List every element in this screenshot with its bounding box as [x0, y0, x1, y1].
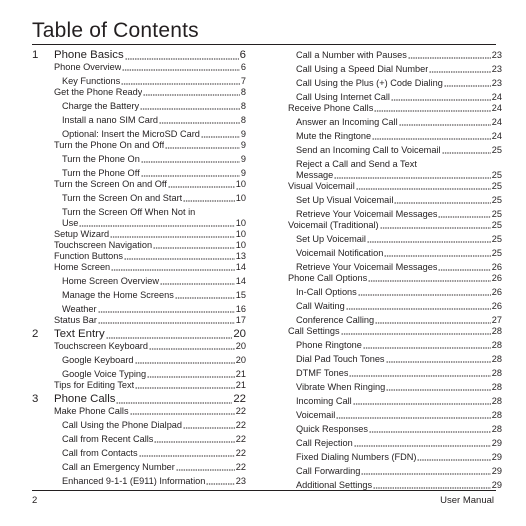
- toc-entry-title: Touchscreen Navigation: [54, 240, 153, 250]
- toc-section-entry[interactable]: [288, 273, 502, 284]
- toc-subsection-entry[interactable]: [32, 445, 246, 459]
- toc-leader-dots: [98, 304, 235, 313]
- toc-leader-dots: [336, 410, 490, 419]
- toc-leader-dots: [367, 234, 491, 243]
- toc-leader-dots: [341, 326, 491, 335]
- toc-page-number: 26: [491, 287, 502, 297]
- toc-page-number: 22: [233, 393, 246, 405]
- toc-page-number: 26: [491, 301, 502, 311]
- toc-leader-dots: [349, 368, 490, 377]
- toc-leader-dots: [368, 273, 491, 282]
- toc-page-number: 25: [491, 145, 502, 155]
- toc-subsection-entry[interactable]: [288, 89, 502, 103]
- toc-leader-dots: [399, 117, 491, 126]
- toc-entry-title: Conference Calling: [296, 315, 375, 325]
- toc-leader-dots: [175, 290, 235, 299]
- toc-entry-title: Call from Contacts: [62, 448, 138, 458]
- toc-subsection-entry[interactable]: [288, 114, 502, 128]
- toc-subsection-entry[interactable]: [32, 431, 246, 445]
- toc-entry-title: Status Bar: [54, 315, 97, 325]
- toc-page-number: 29: [491, 466, 502, 476]
- toc-entry-title: Key Functions: [62, 76, 121, 86]
- toc-leader-dots: [147, 369, 235, 378]
- toc-page-number: 24: [491, 131, 502, 141]
- toc-page-number: 15: [235, 290, 246, 300]
- toc-subsection-entry[interactable]: [288, 463, 502, 477]
- toc-page-number: 22: [235, 448, 246, 458]
- toc-entry-title: Manage the Home Screens: [62, 290, 174, 300]
- toc-section-entry[interactable]: [32, 406, 246, 417]
- toc-entry-title: Phone Basics: [54, 49, 124, 61]
- toc-subsection-entry[interactable]: [288, 192, 502, 206]
- toc-page-number: 20: [235, 341, 246, 351]
- toc-section-entry[interactable]: [32, 251, 246, 262]
- toc-leader-dots: [384, 248, 490, 257]
- toc-leader-dots: [417, 452, 490, 461]
- toc-leader-dots: [358, 287, 491, 296]
- toc-page-number: 6: [240, 62, 246, 72]
- toc-subsection-entry[interactable]: [288, 435, 502, 449]
- toc-page-number: 25: [491, 234, 502, 244]
- toc-leader-dots: [374, 103, 490, 112]
- toc-chapter-number: 2: [32, 328, 39, 340]
- toc-page-number: 28: [491, 382, 502, 392]
- toc-entry-title: Enhanced 9-1-1 (E911) Information: [62, 476, 206, 486]
- footer-page-number: 2: [32, 495, 38, 506]
- toc-page-number: 6: [239, 49, 246, 61]
- toc-leader-dots: [183, 193, 235, 202]
- toc-entry-wrapped-text: [62, 207, 246, 229]
- toc-subsection-entry[interactable]: [288, 128, 502, 142]
- toc-page-number: 26: [491, 273, 502, 283]
- title-rule: [32, 44, 496, 45]
- toc-leader-dots: [408, 50, 491, 59]
- toc-page-number: 23: [491, 78, 502, 88]
- toc-subsection-entry[interactable]: [288, 61, 502, 75]
- toc-page-number: 28: [491, 354, 502, 364]
- toc-subsection-entry[interactable]: [32, 126, 246, 140]
- toc-section-entry[interactable]: [288, 103, 502, 114]
- toc-page-number: 24: [491, 117, 502, 127]
- toc-chapter-entry[interactable]: [32, 328, 246, 341]
- toc-section-entry[interactable]: [32, 140, 246, 151]
- toc-leader-dots: [386, 354, 491, 363]
- toc-entry-title: Fixed Dialing Numbers (FDN): [296, 452, 417, 462]
- toc-section-entry[interactable]: [288, 326, 502, 337]
- toc-page-number: 29: [491, 480, 502, 490]
- toc-section-entry[interactable]: [32, 341, 246, 352]
- toc-leader-dots: [159, 115, 240, 124]
- toc-page-number: 8: [240, 87, 246, 97]
- toc-page-number: 13: [235, 251, 246, 261]
- toc-page-number: 10: [235, 193, 246, 203]
- toc-entry-second-line: [62, 218, 246, 229]
- toc-leader-dots: [124, 251, 235, 260]
- toc-leader-dots: [143, 87, 240, 96]
- toc-leader-dots: [121, 76, 240, 85]
- toc-entry-title: Phone Call Options: [288, 273, 368, 283]
- toc-leader-dots: [334, 170, 490, 179]
- toc-entry-title: Call Settings: [288, 326, 340, 336]
- toc-subsection-entry[interactable]: [288, 259, 502, 273]
- toc-entry-title-line2: Use: [62, 218, 79, 228]
- toc-leader-dots: [160, 276, 235, 285]
- toc-page-number: 22: [235, 462, 246, 472]
- toc-leader-dots: [380, 220, 491, 229]
- toc-section-entry[interactable]: [32, 315, 246, 326]
- toc-subsection-entry[interactable]: [288, 421, 502, 435]
- toc-entry-title: Retrieve Your Voicemail Messages: [296, 262, 438, 272]
- toc-page-number: 9: [240, 154, 246, 164]
- toc-subsection-entry[interactable]: [288, 142, 502, 156]
- toc-entry-wrapped-text: [296, 159, 502, 181]
- toc-entry-title: Phone Ringtone: [296, 340, 362, 350]
- toc-entry-title: Send an Incoming Call to Voicemail: [296, 145, 441, 155]
- toc-entry-title: Call Forwarding: [296, 466, 361, 476]
- toc-leader-dots: [429, 64, 491, 73]
- toc-entry-title: Call Using a Speed Dial Number: [296, 64, 429, 74]
- footer-rule: [32, 490, 496, 491]
- toc-subsection-entry[interactable]: [32, 287, 246, 301]
- toc-page-number: 28: [491, 424, 502, 434]
- toc-page-number: 24: [491, 92, 502, 102]
- toc-page-number: 22: [235, 406, 246, 416]
- toc-subsection-entry[interactable]: [32, 366, 246, 380]
- toc-chapter-entry[interactable]: [32, 393, 246, 406]
- toc-subsection-entry[interactable]: [288, 379, 502, 393]
- toc-left-column: [32, 47, 246, 487]
- toc-leader-dots: [356, 181, 491, 190]
- toc-leader-dots: [386, 382, 491, 391]
- toc-entry-title: Call Rejection: [296, 438, 353, 448]
- toc-subsection-entry[interactable]: [32, 151, 246, 165]
- toc-entry-title: Touchscreen Keyboard: [54, 341, 148, 351]
- toc-leader-dots: [183, 420, 235, 429]
- toc-subsection-entry[interactable]: [288, 393, 502, 407]
- toc-chapter-number: 1: [32, 49, 39, 61]
- toc-entry-title: Call Using the Plus (+) Code Dialing: [296, 78, 443, 88]
- toc-entry-title: Retrieve Your Voicemail Messages: [296, 209, 438, 219]
- toc-leader-dots: [361, 466, 490, 475]
- toc-section-entry[interactable]: [32, 62, 246, 73]
- toc-section-entry[interactable]: [32, 262, 246, 273]
- toc-page-number: 9: [240, 168, 246, 178]
- toc-page-number: 24: [491, 103, 502, 113]
- toc-page-number: 23: [491, 64, 502, 74]
- toc-leader-dots: [154, 434, 234, 443]
- toc-page-number: 25: [491, 220, 502, 230]
- toc-page-number: 20: [235, 355, 246, 365]
- toc-entry-title: Call Waiting: [296, 301, 345, 311]
- toc-leader-dots: [106, 330, 233, 339]
- toc-leader-dots: [141, 154, 240, 163]
- toc-section-entry[interactable]: [288, 220, 502, 231]
- toc-leader-dots: [176, 462, 235, 471]
- toc-entry-title: Visual Voicemail: [288, 181, 355, 191]
- toc-entry-title: Phone Calls: [54, 393, 116, 405]
- toc-entry-title: Call Using Internet Call: [296, 92, 390, 102]
- page-title: Table of Contents: [32, 19, 199, 42]
- toc-subsection-entry[interactable]: [32, 112, 246, 126]
- toc-leader-dots: [201, 129, 240, 138]
- toc-entry-title: DTMF Tones: [296, 368, 349, 378]
- toc-leader-dots: [141, 168, 240, 177]
- toc-subsection-entry[interactable]: [288, 206, 502, 220]
- toc-entry-title: Turn the Screen On and Off: [54, 179, 167, 189]
- toc-page-number: 27: [491, 315, 502, 325]
- toc-page-number: 10: [235, 218, 246, 228]
- toc-page-number: 29: [491, 438, 502, 448]
- toc-leader-dots: [116, 395, 232, 404]
- toc-leader-dots: [375, 315, 491, 324]
- toc-entry-title: Quick Responses: [296, 424, 369, 434]
- toc-section-entry[interactable]: [32, 179, 246, 190]
- toc-page-number: 25: [491, 248, 502, 258]
- toc-leader-dots: [354, 438, 491, 447]
- toc-page-number: 25: [491, 209, 502, 219]
- toc-leader-dots: [111, 262, 235, 271]
- toc-entry-title: Turn the Screen On and Start: [62, 193, 183, 203]
- toc-page-number: 8: [240, 115, 246, 125]
- toc-entry-title: Google Keyboard: [62, 355, 134, 365]
- toc-leader-dots: [135, 380, 235, 389]
- toc-entry-title: Get the Phone Ready: [54, 87, 143, 97]
- toc-chapter-entry[interactable]: [32, 49, 246, 62]
- toc-page-number: 23: [235, 476, 246, 486]
- toc-entry-title: Set Up Voicemail: [296, 234, 366, 244]
- toc-leader-dots: [125, 51, 239, 60]
- toc-leader-dots: [168, 179, 235, 188]
- toc-entry-title: Setup Wizard: [54, 229, 110, 239]
- toc-page-number: 21: [235, 380, 246, 390]
- toc-subsection-entry[interactable]: [288, 351, 502, 365]
- toc-entry-title: Charge the Battery: [62, 101, 140, 111]
- toc-entry-second-line: [296, 170, 502, 181]
- toc-subsection-entry[interactable]: [288, 156, 502, 181]
- toc-section-entry[interactable]: [288, 181, 502, 192]
- toc-page-number: 22: [235, 434, 246, 444]
- toc-leader-dots: [139, 448, 235, 457]
- toc-leader-dots: [140, 101, 240, 110]
- toc-subsection-entry[interactable]: [32, 301, 246, 315]
- toc-page-number: 10: [235, 229, 246, 239]
- toc-page-number: 29: [491, 452, 502, 462]
- toc-entry-title: Answer an Incoming Call: [296, 117, 398, 127]
- toc-leader-dots: [391, 92, 491, 101]
- toc-leader-dots: [165, 140, 240, 149]
- toc-entry-title: Tips for Editing Text: [54, 380, 135, 390]
- toc-subsection-entry[interactable]: [32, 459, 246, 473]
- toc-entry-title: Voicemail (Traditional): [288, 220, 379, 230]
- toc-entry-title: Incoming Call: [296, 396, 352, 406]
- toc-entry-title: Turn the Phone On: [62, 154, 140, 164]
- toc-page-number: 21: [235, 369, 246, 379]
- toc-subsection-entry[interactable]: [32, 98, 246, 112]
- toc-page-number: 10: [235, 240, 246, 250]
- toc-leader-dots: [438, 262, 490, 271]
- toc-subsection-entry[interactable]: [32, 204, 246, 229]
- toc-subsection-entry[interactable]: [32, 473, 246, 487]
- toc-entry-title: Optional: Insert the MicroSD Card: [62, 129, 200, 139]
- toc-page-number: 23: [491, 50, 502, 60]
- toc-leader-dots: [346, 301, 491, 310]
- toc-leader-dots: [206, 476, 234, 485]
- toc-entry-title: Make Phone Calls: [54, 406, 129, 416]
- toc-subsection-entry[interactable]: [32, 417, 246, 431]
- toc-page-number: 7: [240, 76, 246, 86]
- toc-page-number: 16: [235, 304, 246, 314]
- toc-leader-dots: [79, 218, 234, 227]
- toc-page-number: 8: [240, 101, 246, 111]
- toc-entry-title: Additional Settings: [296, 480, 373, 490]
- toc-page-number: 10: [235, 179, 246, 189]
- toc-subsection-entry[interactable]: [288, 75, 502, 89]
- toc-entry-title: Weather: [62, 304, 97, 314]
- toc-page-number: 20: [233, 328, 246, 340]
- toc-leader-dots: [353, 396, 491, 405]
- toc-entry-title: Install a nano SIM Card: [62, 115, 159, 125]
- toc-section-entry[interactable]: [32, 240, 246, 251]
- toc-leader-dots: [373, 480, 491, 489]
- toc-page-number: 14: [235, 276, 246, 286]
- toc-leader-dots: [153, 240, 235, 249]
- toc-entry-title: Home Screen Overview: [62, 276, 160, 286]
- toc-entry-title-line1: Turn the Screen Off When Not in: [62, 207, 196, 217]
- toc-page-number: 28: [491, 396, 502, 406]
- toc-subsection-entry[interactable]: [32, 73, 246, 87]
- toc-subsection-entry[interactable]: [288, 365, 502, 379]
- toc-leader-dots: [369, 424, 491, 433]
- toc-subsection-entry[interactable]: [288, 245, 502, 259]
- toc-entry-title-line2: Message: [296, 170, 334, 180]
- toc-leader-dots: [149, 341, 235, 350]
- toc-subsection-entry[interactable]: [288, 284, 502, 298]
- toc-page-number: 25: [491, 181, 502, 191]
- toc-right-column: [288, 47, 502, 491]
- toc-subsection-entry[interactable]: [32, 273, 246, 287]
- toc-subsection-entry[interactable]: [288, 298, 502, 312]
- footer-manual-label: User Manual: [440, 495, 494, 506]
- toc-section-entry[interactable]: [32, 87, 246, 98]
- toc-page-number: 9: [240, 140, 246, 150]
- toc-leader-dots: [122, 62, 239, 71]
- toc-subsection-entry[interactable]: [288, 477, 502, 491]
- toc-leader-dots: [130, 406, 235, 415]
- toc-page-number: 28: [491, 410, 502, 420]
- toc-leader-dots: [444, 78, 491, 87]
- toc-subsection-entry[interactable]: [288, 449, 502, 463]
- toc-page-number: 25: [491, 195, 502, 205]
- toc-subsection-entry[interactable]: [288, 231, 502, 245]
- toc-entry-title: Mute the Ringtone: [296, 131, 372, 141]
- toc-leader-dots: [363, 340, 491, 349]
- toc-entry-title: Call Using the Phone Dialpad: [62, 420, 183, 430]
- toc-entry-title: Call an Emergency Number: [62, 462, 175, 472]
- toc-entry-title: Call from Recent Calls: [62, 434, 154, 444]
- toc-entry-title: Turn the Phone Off: [62, 168, 140, 178]
- toc-subsection-entry[interactable]: [32, 352, 246, 366]
- toc-leader-dots: [98, 315, 235, 324]
- toc-subsection-entry[interactable]: [288, 407, 502, 421]
- toc-entry-title: Voicemail: [296, 410, 336, 420]
- toc-page-number: 17: [235, 315, 246, 325]
- toc-entry-title: Receive Phone Calls: [288, 103, 374, 113]
- toc-entry-title: Home Screen: [54, 262, 111, 272]
- toc-leader-dots: [394, 195, 490, 204]
- toc-entry-title-line1: Reject a Call and Send a Text: [296, 159, 417, 169]
- toc-subsection-entry[interactable]: [288, 312, 502, 326]
- toc-entry-title: Phone Overview: [54, 62, 122, 72]
- toc-section-entry[interactable]: [32, 229, 246, 240]
- toc-leader-dots: [110, 229, 235, 238]
- toc-leader-dots: [372, 131, 491, 140]
- toc-leader-dots: [438, 209, 490, 218]
- toc-leader-dots: [442, 145, 491, 154]
- toc-page-number: 25: [491, 170, 502, 180]
- toc-page-number: 9: [240, 129, 246, 139]
- toc-entry-title: Function Buttons: [54, 251, 123, 261]
- toc-section-entry[interactable]: [32, 380, 246, 391]
- toc-entry-title: Turn the Phone On and Off: [54, 140, 165, 150]
- toc-chapter-number: 3: [32, 393, 39, 405]
- toc-leader-dots: [135, 355, 235, 364]
- toc-page-number: 22: [235, 420, 246, 430]
- toc-entry-title: Voicemail Notification: [296, 248, 384, 258]
- toc-subsection-entry[interactable]: [32, 190, 246, 204]
- toc-entry-title: Call a Number with Pauses: [296, 50, 407, 60]
- toc-page-number: 14: [235, 262, 246, 272]
- toc-entry-title: In-Call Options: [296, 287, 357, 297]
- toc-page-number: 28: [491, 368, 502, 378]
- toc-entry-title: Dial Pad Touch Tones: [296, 354, 385, 364]
- toc-page-number: 28: [491, 326, 502, 336]
- toc-subsection-entry[interactable]: [288, 47, 502, 61]
- toc-subsection-entry[interactable]: [32, 165, 246, 179]
- toc-page-number: 26: [491, 262, 502, 272]
- toc-entry-title: Google Voice Typing: [62, 369, 147, 379]
- toc-subsection-entry[interactable]: [288, 337, 502, 351]
- toc-entry-title: Set Up Visual Voicemail: [296, 195, 394, 205]
- toc-entry-title: Vibrate When Ringing: [296, 382, 386, 392]
- toc-entry-title: Text Entry: [54, 328, 105, 340]
- toc-page-number: 28: [491, 340, 502, 350]
